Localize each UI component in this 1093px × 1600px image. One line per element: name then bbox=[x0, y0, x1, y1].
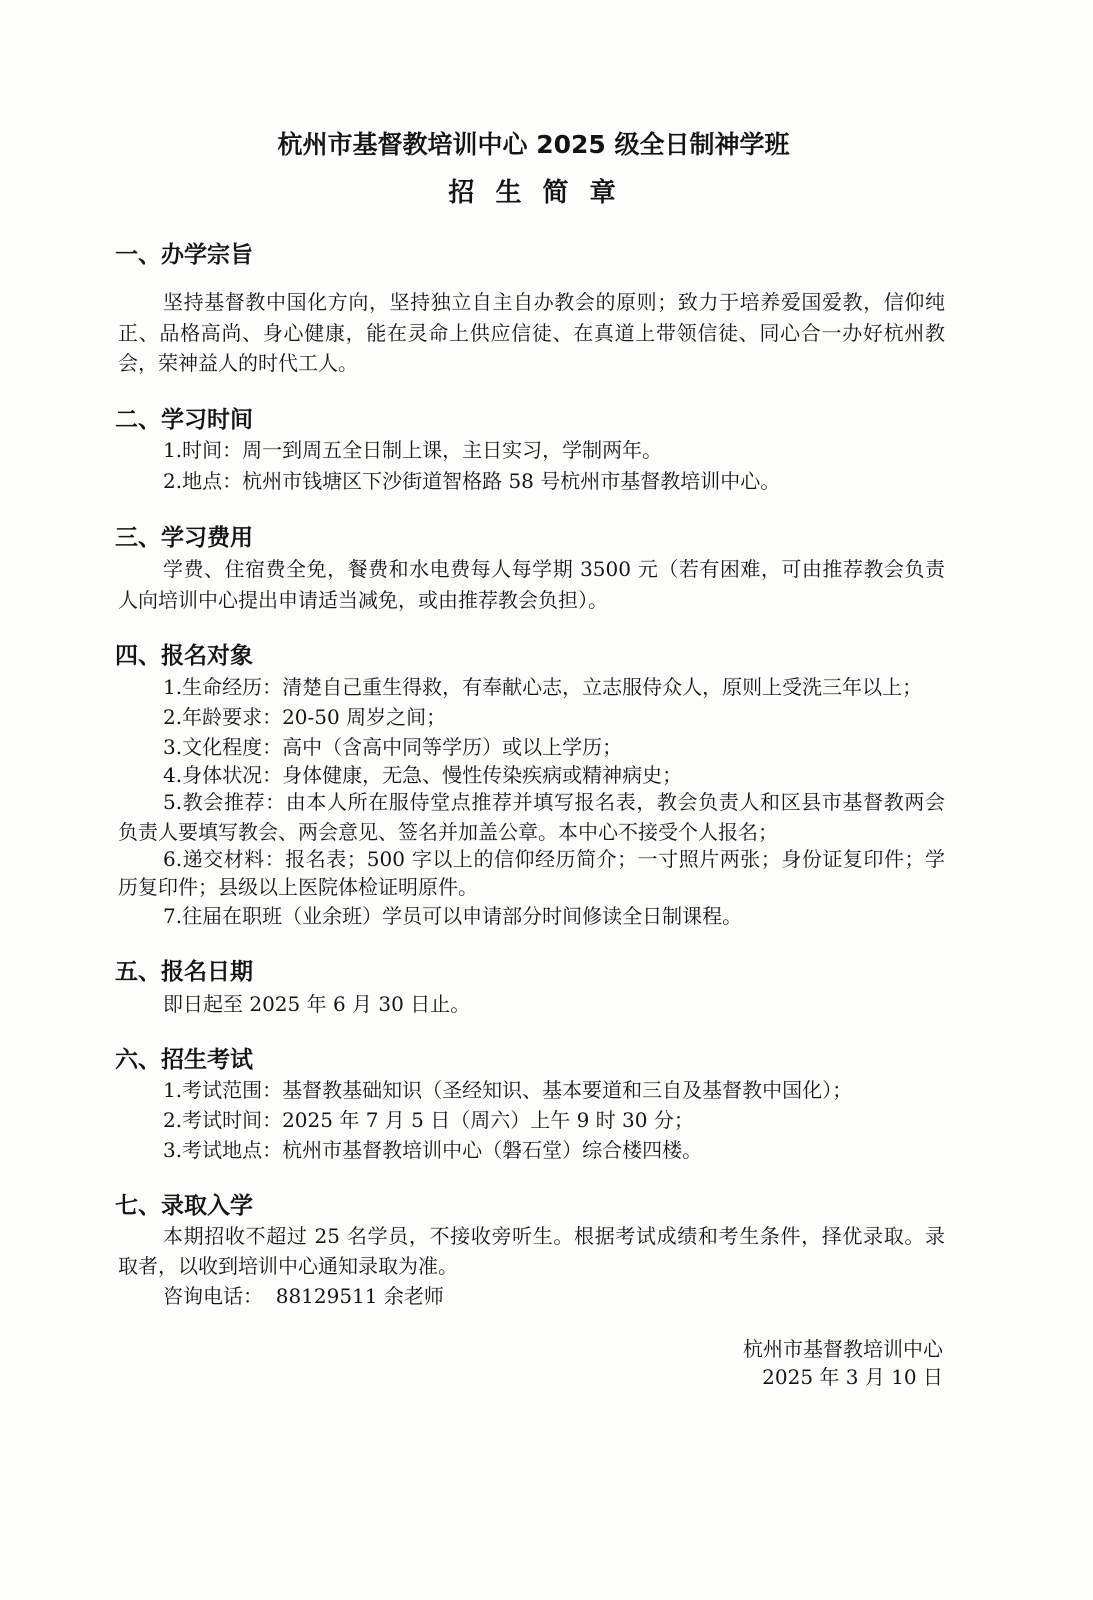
document-title: 杭州市基督教培训中心 2025 级全日制神学班 bbox=[277, 130, 790, 159]
body-line: 正、品格高尚、身心健康，能在灵命上供应信徒、在真道上带领信徒、同心合一办好杭州教 bbox=[118, 321, 945, 345]
section-heading: 六、招生考试 bbox=[115, 1047, 253, 1073]
section-heading: 四、报名对象 bbox=[115, 643, 253, 669]
body-line: 本期招收不超过 25 名学员，不接收旁听生。根据考试成绩和考生条件，择优录取。录 bbox=[163, 1224, 945, 1248]
list-item: 6.递交材料：报名表；500 字以上的信仰经历简介；一寸照片两张；身份证复印件；学 bbox=[163, 847, 945, 871]
section-heading: 三、学习费用 bbox=[115, 525, 253, 551]
list-item: 3.考试地点：杭州市基督教培训中心（磐石堂）综合楼四楼。 bbox=[163, 1138, 703, 1162]
list-item: 2.地点：杭州市钱塘区下沙街道智格路 58 号杭州市基督教培训中心。 bbox=[163, 469, 781, 493]
list-item: 1.生命经历：清楚自己重生得救，有奉献心志，立志服侍众人，原则上受洗三年以上； bbox=[163, 675, 923, 699]
list-item: 2.年龄要求：20-50 周岁之间； bbox=[163, 705, 447, 729]
section-heading: 二、学习时间 bbox=[115, 407, 253, 433]
list-item: 4.身体状况：身体健康，无急、慢性传染疾病或精神病史； bbox=[163, 763, 683, 787]
section-heading: 一、办学宗旨 bbox=[115, 242, 253, 268]
body-line: 会，荣神益人的时代工人。 bbox=[118, 351, 358, 375]
body-line: 坚持基督教中国化方向，坚持独立自主自办教会的原则；致力于培养爱国爱教，信仰纯 bbox=[163, 290, 945, 314]
list-item-continuation: 历复印件；县级以上医院体检证明原件。 bbox=[118, 875, 478, 899]
contact-phone: 咨询电话： 88129511 余老师 bbox=[163, 1284, 444, 1308]
list-item-continuation: 负责人要填写教会、两会意见、签名并加盖公章。本中心不接受个人报名； bbox=[118, 820, 778, 844]
body-line: 即日起至 2025 年 6 月 30 日止。 bbox=[163, 992, 471, 1016]
list-item: 3.文化程度：高中（含高中同等学历）或以上学历； bbox=[163, 735, 623, 759]
document-subtitle: 招 生 简 章 bbox=[448, 178, 622, 208]
body-line: 取者，以收到培训中心通知录取为准。 bbox=[118, 1254, 458, 1278]
section-heading: 七、录取入学 bbox=[115, 1193, 253, 1219]
list-item: 5.教会推荐：由本人所在服侍堂点推荐并填写报名表，教会负责人和区县市基督教两会 bbox=[163, 790, 945, 814]
list-item: 2.考试时间：2025 年 7 月 5 日（周六）上午 9 时 30 分； bbox=[163, 1108, 694, 1132]
section-heading: 五、报名日期 bbox=[115, 959, 253, 985]
list-item: 7.往届在职班（业余班）学员可以申请部分时间修读全日制课程。 bbox=[163, 904, 743, 928]
body-line: 学费、住宿费全免，餐费和水电费每人每学期 3500 元（若有困难，可由推荐教会负责 bbox=[163, 557, 945, 581]
body-line: 人向培训中心提出申请适当减免，或由推荐教会负担）。 bbox=[118, 588, 608, 612]
signature-org: 杭州市基督教培训中心 bbox=[743, 1337, 943, 1361]
list-item: 1.时间：周一到周五全日制上课，主日实习，学制两年。 bbox=[163, 438, 663, 462]
signature-date: 2025 年 3 月 10 日 bbox=[762, 1365, 943, 1389]
list-item: 1.考试范围：基督教基础知识（圣经知识、基本要道和三自及基督教中国化）； bbox=[163, 1078, 853, 1102]
